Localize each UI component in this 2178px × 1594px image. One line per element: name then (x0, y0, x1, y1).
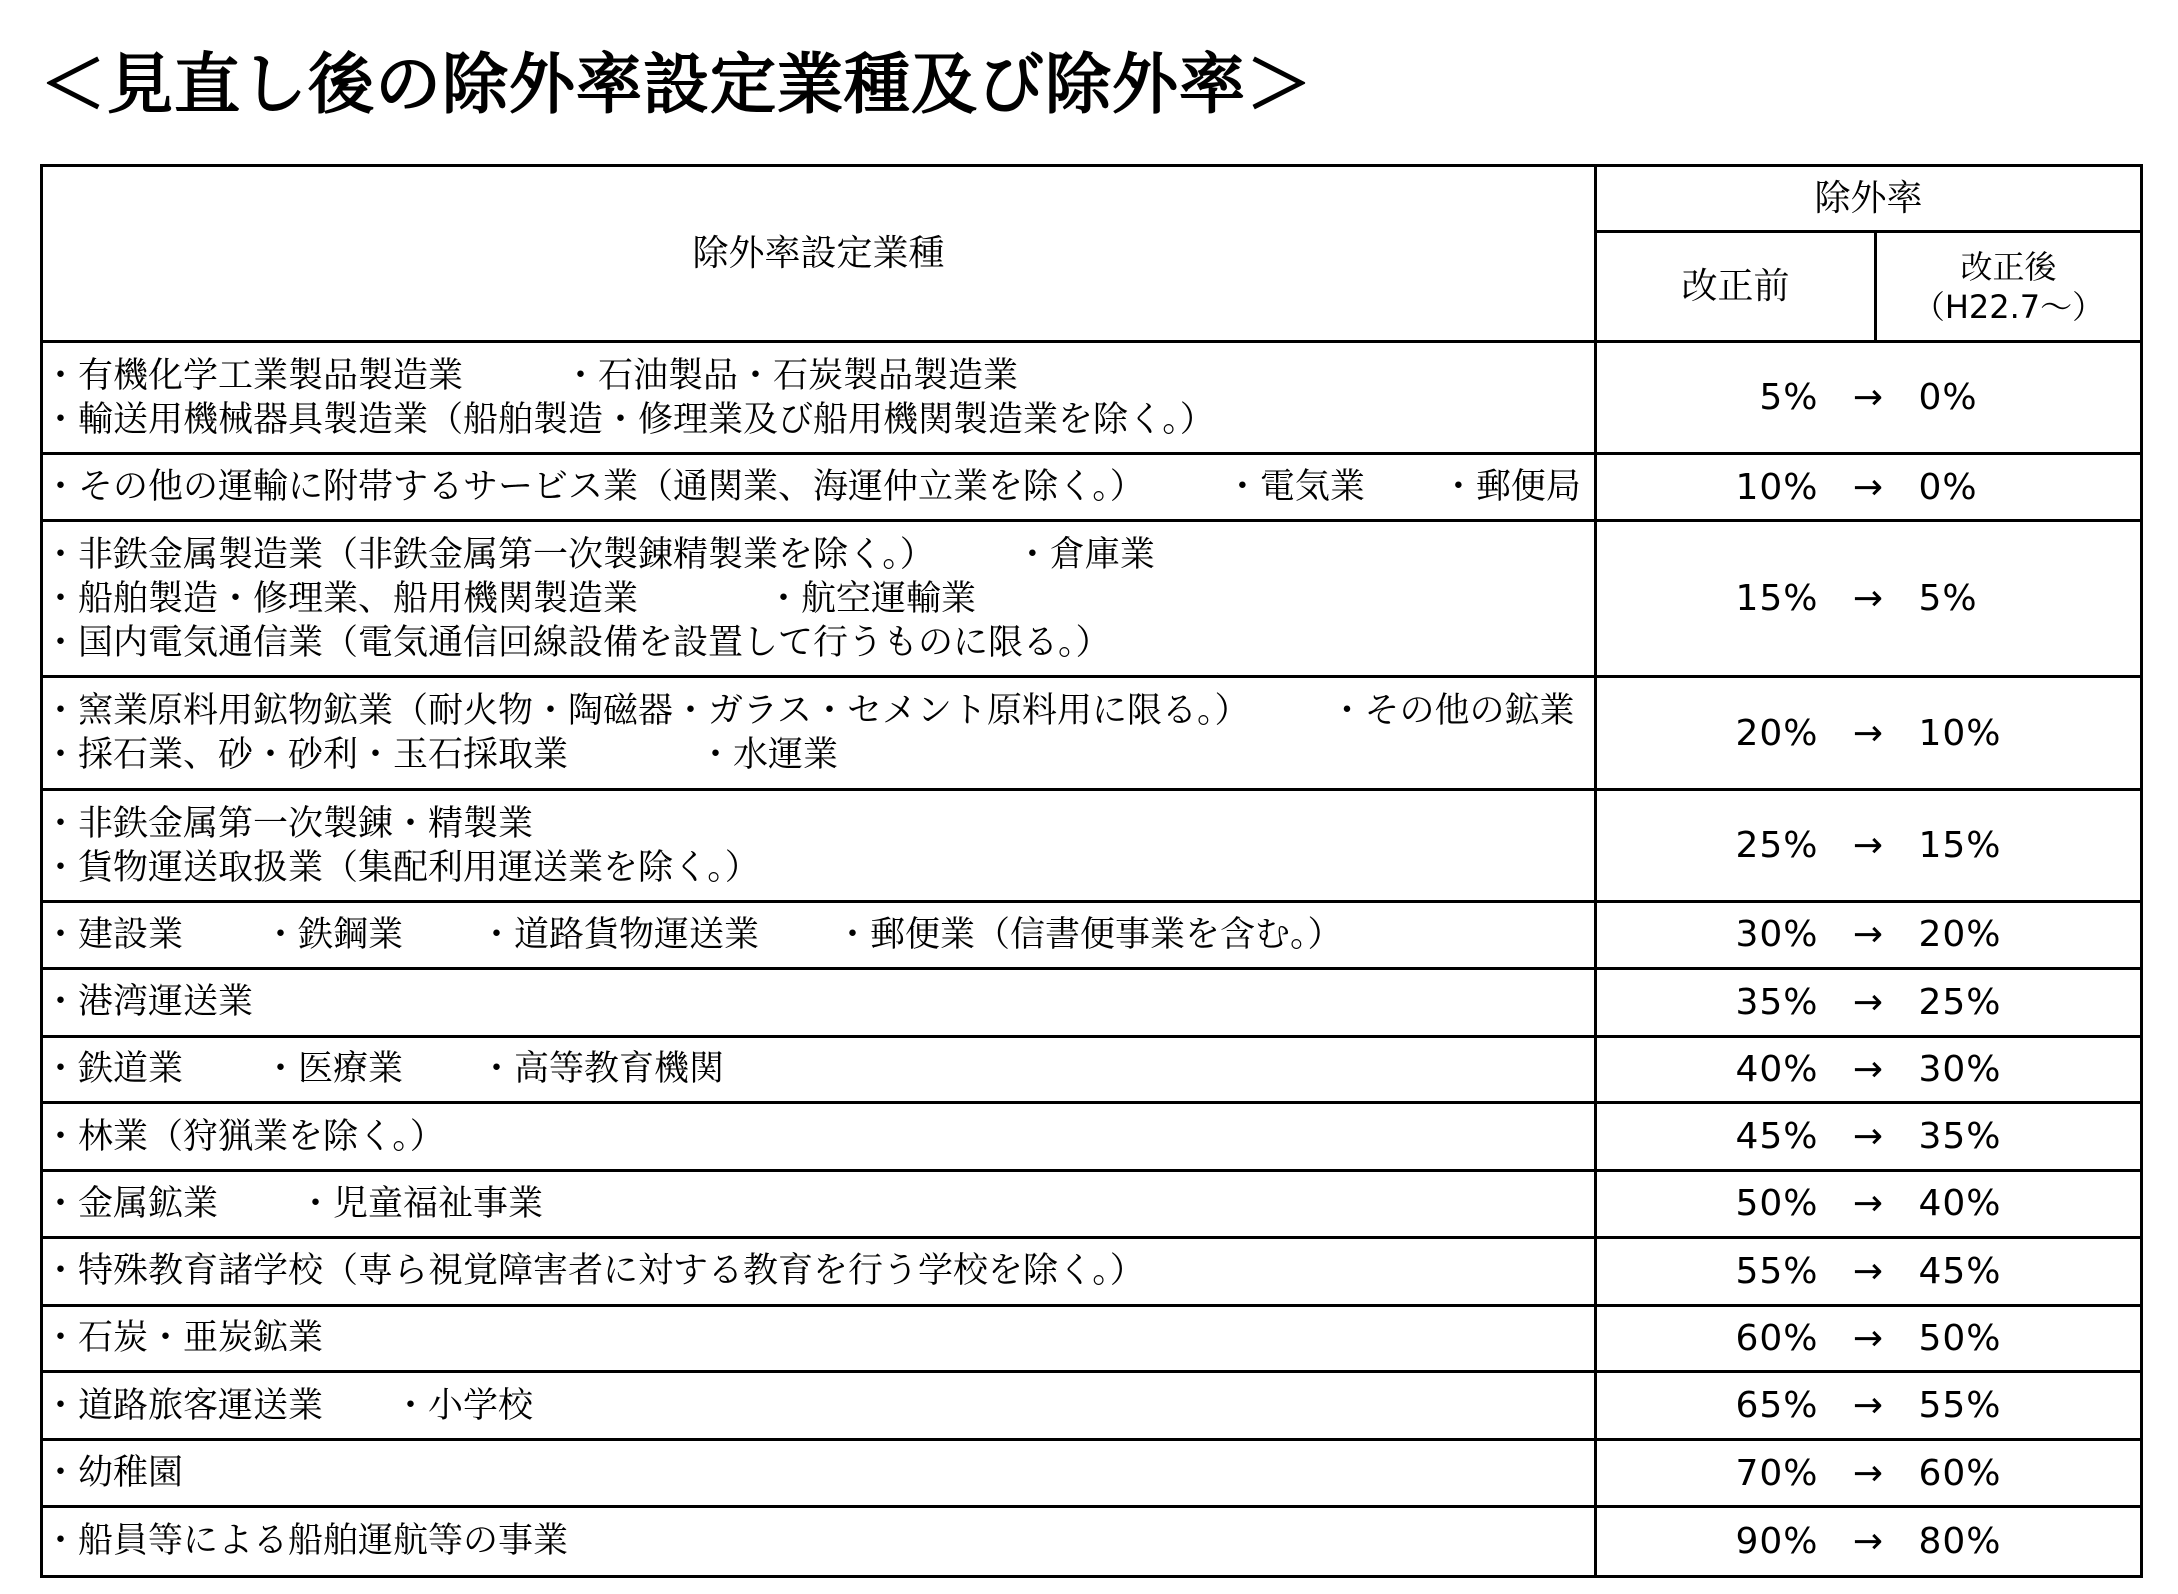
rate-before: 15% (1735, 578, 1819, 620)
table-row (42, 1036, 2142, 1102)
rate-after: 35% (1918, 1116, 2002, 1158)
arrow-icon: → (1852, 466, 1885, 508)
industry-item: ・非鉄金属製造業（非鉄金属第一次製錬精製業を除く。） (43, 534, 935, 575)
rate-before: 55% (1735, 1250, 1819, 1292)
industry-line (43, 1047, 1594, 1091)
industry-line (43, 465, 1594, 509)
arrow-icon: → (1852, 712, 1885, 754)
arrow-icon: → (1852, 914, 1885, 956)
arrow-icon: → (1852, 825, 1885, 867)
header-after-note: （H22.7～） (1912, 287, 2105, 326)
rate-before: 25% (1735, 825, 1819, 867)
table-row (42, 968, 2142, 1036)
arrow-icon: → (1852, 1116, 1885, 1158)
rate-before: 65% (1735, 1385, 1819, 1427)
table-row (42, 789, 2142, 901)
rate-after: 40% (1918, 1183, 2002, 1225)
exclusion-rate-table (40, 164, 2143, 1578)
industry-item: ・幼稚園 (43, 1453, 184, 1493)
rate-after: 60% (1918, 1452, 2002, 1494)
industry-cell (42, 1171, 1596, 1237)
arrow-icon: → (1852, 981, 1885, 1023)
industry-item: ・非鉄金属第一次製錬・精製業 (43, 803, 534, 844)
rate-before: 50% (1735, 1183, 1819, 1225)
industry-item: ・郵便業（信書便事業を含む。） (835, 914, 1343, 955)
table-row (42, 1305, 2142, 1371)
industry-item: ・船員等による船舶運航等の事業 (43, 1521, 569, 1562)
rate-before: 60% (1735, 1317, 1819, 1359)
industry-cell (42, 520, 1596, 677)
industry-cell (42, 1372, 1596, 1440)
rate-cell (1596, 1036, 2142, 1102)
header-rate: 除外率 (1596, 166, 2142, 232)
industry-item: ・小学校 (393, 1385, 534, 1426)
rate-after: 0% (1918, 377, 1978, 419)
industry-item: ・船舶製造・修理業、船用機関製造業 (43, 578, 639, 619)
rate-cell (1596, 789, 2142, 901)
table-row (42, 1103, 2142, 1171)
rate-cell (1596, 520, 2142, 677)
industry-item: ・国内電気通信業（電気通信回線設備を設置して行うものに限る。） (43, 622, 1111, 663)
rate-after: 15% (1918, 825, 2002, 867)
table-row (42, 1440, 2142, 1506)
rate-before: 45% (1735, 1116, 1819, 1158)
arrow-icon: → (1852, 1250, 1885, 1292)
industry-item: ・水運業 (698, 735, 839, 776)
arrow-icon: → (1852, 1452, 1885, 1494)
industry-item: ・鉄道業 (43, 1049, 184, 1090)
industry-item: ・貨物運送取扱業（集配利用運送業を除く。） (43, 847, 760, 888)
industry-cell (42, 1440, 1596, 1506)
industry-cell (42, 1036, 1596, 1102)
industry-item: ・その他の運輸に附帯するサービス業（通関業、海運仲立業を除く。） (43, 467, 1145, 508)
rate-after: 50% (1918, 1317, 2002, 1359)
industry-item: ・倉庫業 (1014, 534, 1155, 575)
rate-after: 0% (1918, 466, 1978, 508)
industry-item: ・道路貨物運送業 (479, 914, 760, 955)
industry-item: ・特殊教育諸学校（専ら視覚障害者に対する教育を行う学校を除く。） (43, 1251, 1145, 1292)
header-after-label: 改正後 (1960, 247, 2057, 286)
rate-before: 10% (1735, 466, 1819, 508)
page-title: ＜見直し後の除外率設定業種及び除外率＞ (40, 46, 1313, 123)
rate-after: 10% (1918, 712, 2002, 754)
industry-line (43, 354, 1594, 398)
arrow-icon: → (1852, 377, 1885, 419)
rate-after: 25% (1918, 981, 2002, 1023)
industry-cell (42, 677, 1596, 789)
rate-before: 70% (1735, 1452, 1819, 1494)
industry-item: ・高等教育機関 (479, 1049, 725, 1090)
industry-item: ・その他の鉱業 (1329, 691, 1575, 732)
table-row (42, 902, 2142, 968)
header-industry: 除外率設定業種 (42, 166, 1596, 342)
rate-before: 90% (1735, 1520, 1819, 1562)
rate-cell (1596, 1103, 2142, 1171)
industry-cell (42, 1305, 1596, 1371)
rate-cell (1596, 1237, 2142, 1305)
arrow-icon: → (1852, 578, 1885, 620)
industry-line (43, 1451, 1594, 1495)
rate-before: 5% (1759, 377, 1819, 419)
industry-cell (42, 968, 1596, 1036)
rate-before: 20% (1735, 712, 1819, 754)
industry-line (43, 1182, 1594, 1226)
industry-item: ・石油製品・石炭製品製造業 (563, 355, 1019, 396)
industry-item: ・輸送用機械器具製造業（船舶製造・修理業及び船用機関製造業を除く。） (43, 399, 1215, 440)
industry-item: ・航空運輸業 (766, 578, 977, 619)
arrow-icon: → (1852, 1385, 1885, 1427)
industry-cell (42, 1506, 1596, 1576)
industry-line (43, 1249, 1594, 1293)
industry-item: ・金属鉱業 (43, 1183, 219, 1224)
industry-line (43, 577, 1594, 621)
rate-after: 20% (1918, 914, 2002, 956)
industry-cell (42, 1103, 1596, 1171)
rate-cell (1596, 1440, 2142, 1506)
rate-cell (1596, 1372, 2142, 1440)
industry-item: ・建設業 (43, 914, 184, 955)
table-body (42, 342, 2142, 1577)
rate-after: 45% (1918, 1250, 2002, 1292)
table-row (42, 1372, 2142, 1440)
rate-after: 5% (1918, 578, 1978, 620)
industry-line (43, 398, 1594, 442)
industry-line (43, 533, 1594, 577)
header-before: 改正前 (1596, 232, 1876, 342)
table-row (42, 454, 2142, 520)
table-row (42, 677, 2142, 789)
arrow-icon: → (1852, 1048, 1885, 1090)
rate-cell (1596, 1506, 2142, 1576)
industry-line (43, 802, 1594, 846)
table-row (42, 1171, 2142, 1237)
table-row (42, 1506, 2142, 1576)
arrow-icon: → (1852, 1183, 1885, 1225)
industry-item: ・鉄鋼業 (263, 914, 404, 955)
industry-item: ・電気業 (1224, 467, 1365, 508)
industry-item: ・道路旅客運送業 (43, 1385, 324, 1426)
rate-cell (1596, 902, 2142, 968)
table-row (42, 342, 2142, 454)
rate-before: 30% (1735, 914, 1819, 956)
industry-item: ・窯業原料用鉱物鉱業（耐火物・陶磁器・ガラス・セメント原料用に限る。） (43, 691, 1250, 732)
industry-item: ・港湾運送業 (43, 982, 254, 1023)
industry-item: ・採石業、砂・砂利・玉石採取業 (43, 735, 569, 776)
rate-before: 35% (1735, 981, 1819, 1023)
industry-cell (42, 1237, 1596, 1305)
arrow-icon: → (1852, 1317, 1885, 1359)
industry-cell (42, 789, 1596, 901)
rate-cell (1596, 968, 2142, 1036)
industry-item: ・石炭・亜炭鉱業 (43, 1318, 324, 1359)
industry-item: ・有機化学工業製品製造業 (43, 355, 464, 396)
rate-cell (1596, 342, 2142, 454)
industry-cell (42, 342, 1596, 454)
industry-item: ・医療業 (263, 1049, 404, 1090)
industry-item: ・郵便局 (1440, 467, 1581, 508)
rate-cell (1596, 1171, 2142, 1237)
industry-item: ・児童福祉事業 (298, 1183, 544, 1224)
industry-item: ・林業（狩猟業を除く。） (43, 1116, 445, 1157)
industry-line (43, 913, 1594, 957)
arrow-icon: → (1852, 1520, 1885, 1562)
table-row (42, 1237, 2142, 1305)
rate-cell (1596, 1305, 2142, 1371)
industry-line (43, 1316, 1594, 1360)
industry-cell (42, 454, 1596, 520)
industry-line (43, 1115, 1594, 1159)
header-after (1876, 232, 2142, 342)
industry-line (43, 846, 1594, 890)
rate-cell (1596, 454, 2142, 520)
rate-after: 55% (1918, 1385, 2002, 1427)
table-row (42, 520, 2142, 677)
rate-after: 80% (1918, 1520, 2002, 1562)
rate-after: 30% (1918, 1048, 2002, 1090)
industry-line (43, 733, 1594, 777)
industry-cell (42, 902, 1596, 968)
industry-line (43, 980, 1594, 1024)
rate-cell (1596, 677, 2142, 789)
industry-line (43, 1519, 1594, 1563)
industry-line (43, 689, 1594, 733)
rate-before: 40% (1735, 1048, 1819, 1090)
industry-line (43, 1384, 1594, 1428)
industry-line (43, 621, 1594, 665)
